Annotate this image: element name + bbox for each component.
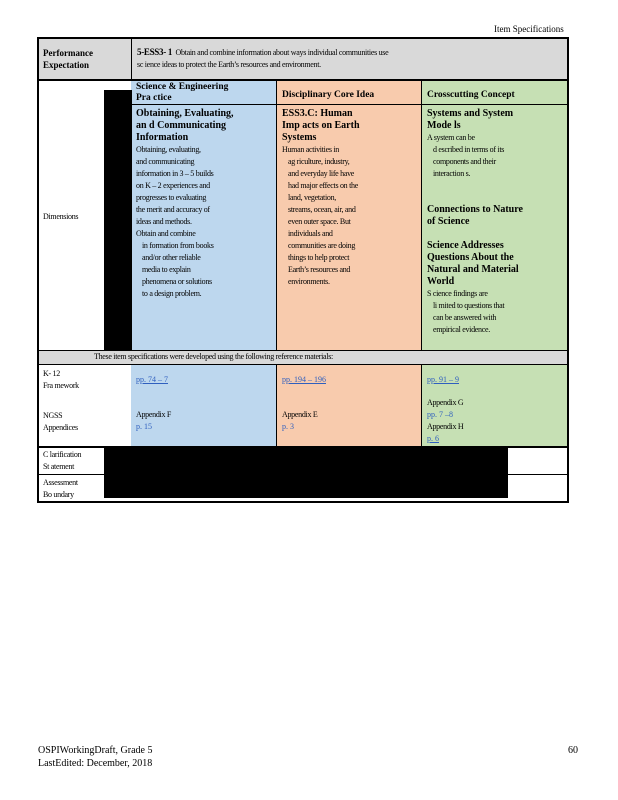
performance-expectation bbox=[137, 46, 565, 71]
addresses-title: Science Addresses Questions About the Natural and Material World bbox=[427, 240, 519, 287]
dci-header: Disciplinary Core Idea bbox=[282, 90, 375, 100]
ngss-appendices-label: NGSS Appendices bbox=[43, 411, 78, 432]
assessment-boundary-label: Assessment Bo undary bbox=[43, 478, 78, 499]
ccc-appendix-g-link[interactable]: pp. 7 –8 bbox=[427, 410, 453, 419]
connections-title: Connections to Nature of Science bbox=[427, 204, 523, 227]
reference-note: These item specifications were developed using the following reference materials: bbox=[94, 352, 333, 361]
table-line bbox=[37, 79, 569, 81]
footer bbox=[38, 744, 152, 770]
ccc-framework-link[interactable]: pp. 91 – 9 bbox=[427, 375, 459, 384]
dimensions-label: Dimensions bbox=[43, 212, 79, 221]
ccc-body: A system can be d escribed in terms of its components and their interaction s. bbox=[427, 133, 505, 178]
table-border-right bbox=[567, 37, 569, 503]
performance-text-line2: sc ience ideas to protect the Earth’s resources and environment. bbox=[137, 60, 321, 69]
table-border-bottom bbox=[37, 501, 569, 503]
table-line bbox=[38, 364, 568, 365]
ccc-appendix-g-label: Appendix G bbox=[427, 398, 464, 407]
footer-line1: OSPIWorkingDraft, Grade 5 bbox=[38, 745, 153, 756]
table-line bbox=[131, 38, 132, 80]
page-number: 60 bbox=[568, 745, 578, 756]
sep-content bbox=[136, 108, 276, 300]
performance-text-line1: Obtain and combine information about ways individual communities use bbox=[175, 48, 389, 57]
table-line bbox=[421, 364, 422, 446]
table-border-left bbox=[37, 37, 39, 503]
table-line bbox=[276, 80, 277, 350]
sep-header: Science & Engineering Pra ctice bbox=[136, 82, 229, 103]
dci-appendix-label: Appendix E bbox=[282, 410, 318, 419]
performance-code: 5-ESS3- 1 bbox=[137, 47, 173, 57]
sep-appendix-label: Appendix F bbox=[136, 410, 172, 419]
clarification-statement-label: C larification St atement bbox=[43, 450, 82, 471]
ccc-appendix-h-label: Appendix H bbox=[427, 422, 464, 431]
sep-title: Obtaining, Evaluating, an d Communicating Information bbox=[136, 108, 234, 143]
dci-title: ESS3.C: Human Imp acts on Earth Systems bbox=[282, 108, 360, 143]
table-line bbox=[37, 446, 569, 448]
ccc-appendix-h-link[interactable]: p. 6 bbox=[427, 434, 439, 443]
k12-framework-label: K- 12 Fra mework bbox=[43, 369, 79, 390]
dci-body: Human activities in ag riculture, industry, and everyday life have had major effects on the land, vegetation, streams, ocean, air, and even outer space. But individuals and communities are doing things to help protect Earth’s resources and environments. bbox=[282, 145, 358, 286]
table-border-top bbox=[37, 37, 569, 39]
sep-appendix-link[interactable]: p. 15 bbox=[136, 422, 152, 431]
dci-content bbox=[282, 108, 420, 288]
sep-framework-link[interactable]: pp. 74 – 7 bbox=[136, 375, 168, 384]
table-line bbox=[276, 364, 277, 446]
ccc-content bbox=[427, 108, 565, 336]
dci-framework-link[interactable]: pp. 194 – 196 bbox=[282, 375, 326, 384]
table-line bbox=[38, 474, 568, 475]
table-line bbox=[131, 104, 568, 105]
redaction-block-bottom bbox=[104, 446, 508, 498]
performance-label: Performance Expectation bbox=[43, 48, 93, 70]
footer-line2: LastEdited: December, 2018 bbox=[38, 758, 153, 769]
sep-body: Obtaining, evaluating, and communicating information in 3 – 5 builds on K – 2 experiences and progresses to evaluating the merit and accuracy of ideas and methods. Obtain and combine in formation from books and/or other reliable media to explain phenomena or solutions to a design problem. bbox=[136, 145, 214, 298]
addresses-body: S cience findings are li mited to questions that can be answered with empirical evidence. bbox=[427, 289, 505, 334]
ccc-header: Crosscutting Concept bbox=[427, 90, 515, 100]
redaction-block-left bbox=[104, 90, 132, 350]
ccc-title: Systems and System Mode ls bbox=[427, 108, 514, 131]
document-header: Item Specifications bbox=[494, 24, 564, 34]
table-line bbox=[421, 80, 422, 350]
dci-appendix-link[interactable]: p. 3 bbox=[282, 422, 294, 431]
